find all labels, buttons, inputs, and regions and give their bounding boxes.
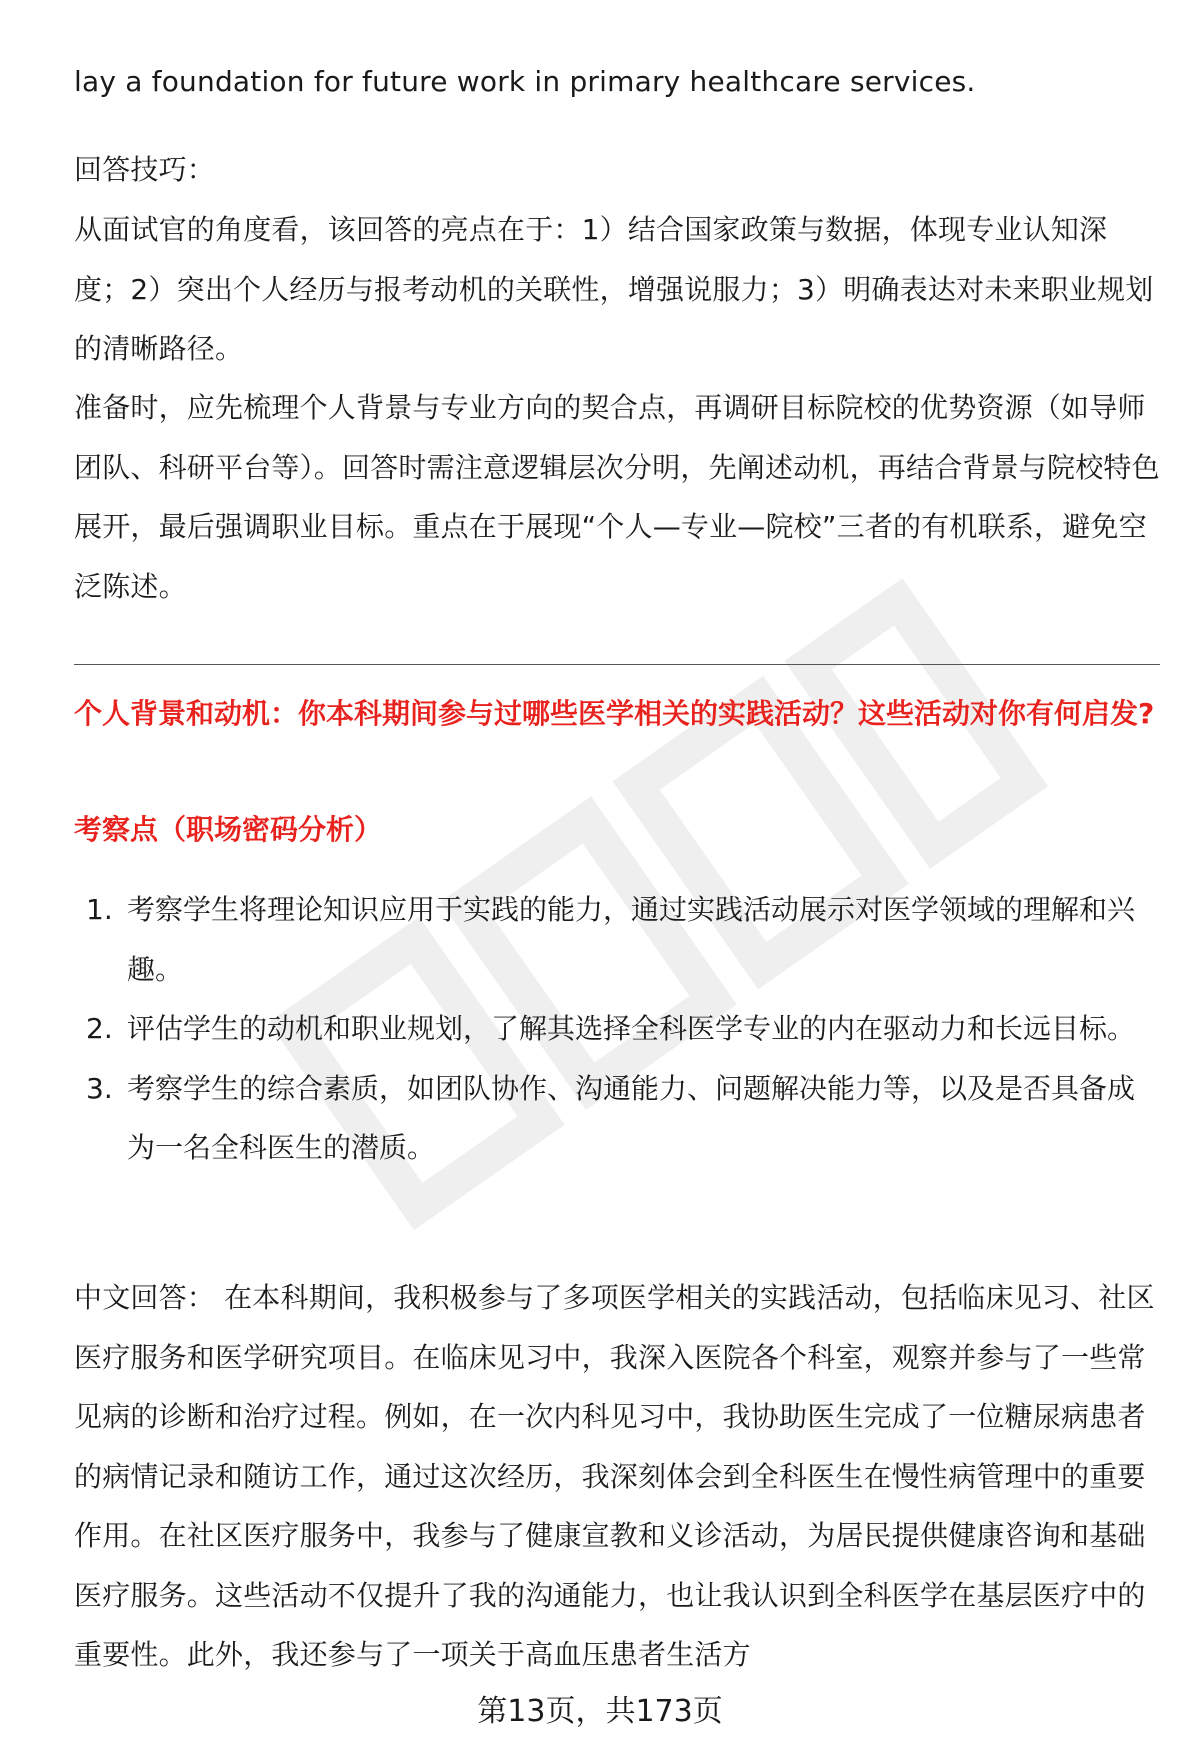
question-heading: 个人背景和动机：你本科期间参与过哪些医学相关的实践活动？这些活动对你有何启发? (74, 697, 1155, 730)
assessment-list (74, 880, 1160, 1178)
assessment-heading: 考察点（职场密码分析） (74, 813, 383, 846)
intro-tail-paragraph: lay a foundation for future work in primary healthcare services. (74, 65, 976, 98)
list-item-number: 1. (86, 893, 113, 926)
page-number: 第13页，共173页 (477, 1694, 723, 1729)
list-item-text: 考察学生的综合素质，如团队协作、沟通能力、问题解决能力等，以及是否具备成为一名全科医生的潜质。 (127, 1071, 1136, 1164)
tips-paragraph-2: 准备时，应先梳理个人背景与专业方向的契合点，再调研目标院校的优势资源（如导师团队、科研平台等）。回答时需注意逻辑层次分明，先阐述动机，再结合背景与院校特色展开，最后强调职业目标。重点在于展现“个人—专业—院校”三者的有机联系，避免空泛陈述。 (74, 391, 1160, 603)
section-divider (74, 664, 1160, 665)
list-item (74, 999, 1160, 1059)
list-item-number: 3. (86, 1071, 113, 1105)
tips-paragraph-1: 从面试官的角度看，该回答的亮点在于：1）结合国家政策与数据，体现专业认知深度；2）突出个人经历与报考动机的关联性，增强说服力；3）明确表达对未来职业规划的清晰路径。 (74, 213, 1154, 365)
list-item (74, 1059, 1160, 1178)
list-item-number: 2. (86, 1012, 113, 1045)
list-item-text: 评估学生的动机和职业规划，了解其选择全科医学专业的内在驱动力和长远目标。 (127, 1012, 1136, 1045)
chinese-answer-paragraph: 中文回答： 在本科期间，我积极参与了多项医学相关的实践活动，包括临床见习、社区医疗服务和医学研究项目。在临床见习中，我深入医院各个科室，观察并参与了一些常见病的诊断和治疗过程。例如，在一次内科见习中，我协助医生完成了一位糖尿病患者的病情记录和随访工作，通过这次经历，我深刻体会到全科医生在慢性病管理中的重要作用。在社区医疗服务中，我参与了健康宣教和义诊活动，为居民提供健康咨询和基础医疗服务。这些活动不仅提升了我的沟通能力，也让我认识到全科医学在基层医疗中的重要性。此外，我还参与了一项关于高血压患者生活方 (74, 1281, 1155, 1671)
list-item (74, 880, 1160, 999)
list-item-text: 考察学生将理论知识应用于实践的能力，通过实践活动展示对医学领域的理解和兴趣。 (127, 893, 1136, 986)
tips-label: 回答技巧： (74, 153, 216, 186)
